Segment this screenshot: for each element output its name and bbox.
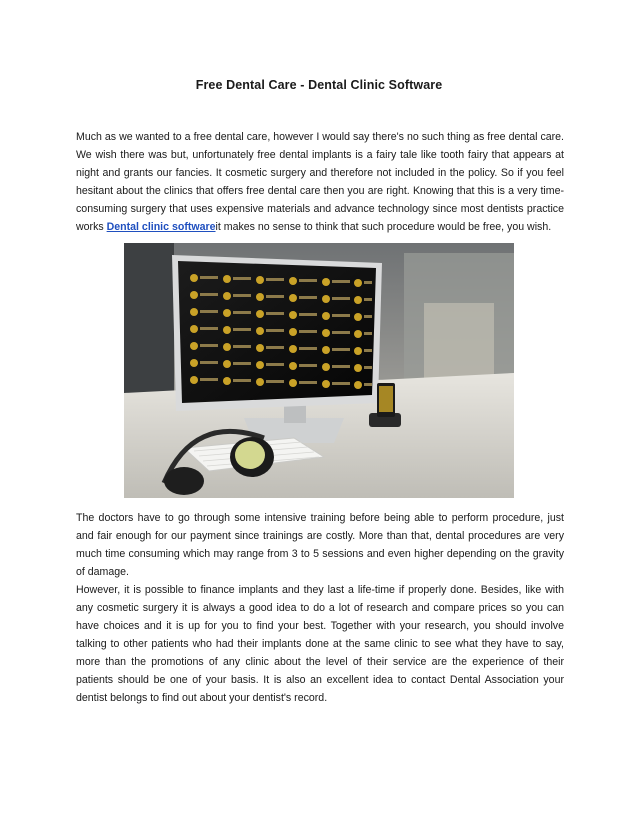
paragraph-financing: However, it is possible to finance implants and they last a life-time if properly done. Besides, like with any cosmetic surgery it is always a good idea to do a lot of research and compare prices so you can have choices and it is up for you to find your best. Together with your research, you should involve talking to other patients who had their implants done at the same clinic to see what they have to say, more than the promotions of any clinic about the level of their service are the experience of their patients should be one of your basis. It is also an excellent idea to contact Dental Association your dentist belongs to find out about your dentist's record. [76, 584, 564, 704]
photo-illustration [124, 243, 514, 498]
paragraph-intro [76, 128, 564, 236]
dental-clinic-software-link[interactable]: Dental clinic software [106, 221, 216, 233]
paragraph-training: The doctors have to go through some intensive training before being able to perform procedure, just and fair enough for our payment since trainings are costly. More than that, dental procedures are very much time consuming which may range from 3 to 5 sessions and even higher depending on the gravity of damage. [76, 512, 564, 578]
computer-monitor-photo [124, 243, 514, 498]
paragraph-intro-text-end: it makes no sense to think that such procedure would be free, you wish. [215, 221, 552, 233]
document-title: Free Dental Care - Dental Clinic Software [195, 78, 443, 92]
paragraph-intro-text: Much as we wanted to a free dental care, however I would say there's no such thing as free dental care. We wish there was but, unfortunately free dental implants is a fairy tale like tooth fairy that appears at night and grants our fancies. It cosmetic surgery and therefore not included in the policy. So if you feel hesitant about the clinics that offers free dental care then you are right. Knowing that this is a very time-consuming surgery that uses expensive materials and advance technology since most dentists practice works [76, 131, 564, 233]
